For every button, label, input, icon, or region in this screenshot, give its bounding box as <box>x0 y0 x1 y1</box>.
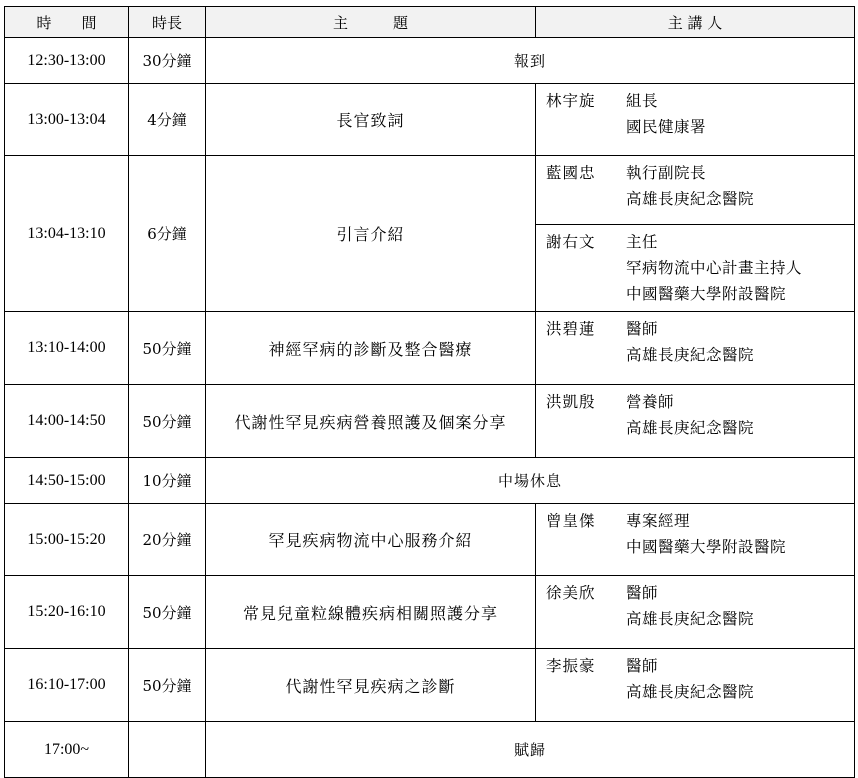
topic-cell: 報到 <box>206 38 855 84</box>
speaker-cell <box>536 312 855 385</box>
speaker-title: 醫師 <box>626 657 659 675</box>
duration-cell: 30分鐘 <box>129 38 206 84</box>
table-row <box>5 84 855 156</box>
table-row <box>5 385 855 458</box>
time-cell: 15:00-15:20 <box>5 504 129 576</box>
table-row <box>5 649 855 722</box>
topic-cell: 常見兒童粒線體疾病相關照護分享 <box>206 576 536 649</box>
speaker-name: 徐美欣 <box>546 584 596 602</box>
topic-cell: 代謝性罕見疾病營養照護及個案分享 <box>206 385 536 458</box>
table-row <box>5 312 855 385</box>
speaker-affiliation: 高雄長庚紀念醫院 <box>626 683 755 701</box>
time-cell: 14:00-14:50 <box>5 385 129 458</box>
speaker-affiliation: 高雄長庚紀念醫院 <box>626 610 755 628</box>
topic-cell: 賦歸 <box>206 722 855 778</box>
time-cell: 14:50-15:00 <box>5 458 129 504</box>
duration-cell: 50分鐘 <box>129 649 206 722</box>
speaker-entry <box>546 160 848 212</box>
speaker-cell <box>536 156 855 225</box>
table-row <box>5 504 855 576</box>
time-cell: 12:30-13:00 <box>5 38 129 84</box>
speaker-affiliation: 中國醫藥大學附設醫院 <box>626 285 787 303</box>
speaker-title: 專案經理 <box>626 512 691 530</box>
speaker-affiliation: 中國醫藥大學附設醫院 <box>626 538 787 556</box>
duration-cell <box>129 722 206 778</box>
duration-cell: 50分鐘 <box>129 576 206 649</box>
header-time: 時 間 <box>5 7 129 38</box>
speaker-entry <box>546 389 848 441</box>
speaker-entry <box>546 229 848 307</box>
speaker-title: 組長 <box>626 92 659 110</box>
speaker-affiliation: 高雄長庚紀念醫院 <box>626 419 755 437</box>
header-duration: 時長 <box>129 7 206 38</box>
time-cell: 13:10-14:00 <box>5 312 129 385</box>
speaker-cell <box>536 576 855 649</box>
duration-cell: 4分鐘 <box>129 84 206 156</box>
speaker-name: 李振豪 <box>546 657 596 675</box>
header-speaker: 主 講 人 <box>536 7 855 38</box>
topic-cell: 中場休息 <box>206 458 855 504</box>
time-cell: 16:10-17:00 <box>5 649 129 722</box>
table-row <box>5 156 855 225</box>
time-cell: 13:04-13:10 <box>5 156 129 312</box>
time-cell: 15:20-16:10 <box>5 576 129 649</box>
speaker-cell <box>536 504 855 576</box>
duration-cell: 50分鐘 <box>129 385 206 458</box>
speaker-cell <box>536 649 855 722</box>
header-row <box>5 7 855 38</box>
speaker-entry <box>546 580 848 632</box>
topic-cell: 引言介紹 <box>206 156 536 312</box>
table-row <box>5 576 855 649</box>
speaker-name: 洪凱殷 <box>546 393 596 411</box>
speaker-affiliation: 國民健康署 <box>626 118 707 136</box>
speaker-entry <box>546 653 848 705</box>
speaker-entry <box>546 508 848 560</box>
speaker-title: 營養師 <box>626 393 675 411</box>
topic-cell: 代謝性罕見疾病之診斷 <box>206 649 536 722</box>
speaker-cell <box>536 385 855 458</box>
speaker-affiliation: 高雄長庚紀念醫院 <box>626 346 755 364</box>
table-row <box>5 38 855 84</box>
speaker-name: 洪碧蓮 <box>546 320 596 338</box>
agenda-table <box>4 6 855 778</box>
speaker-name: 林宇旋 <box>546 92 596 110</box>
time-cell: 13:00-13:04 <box>5 84 129 156</box>
table-row <box>5 458 855 504</box>
speaker-affiliation: 高雄長庚紀念醫院 <box>626 190 755 208</box>
speaker-cell <box>536 225 855 312</box>
duration-cell: 20分鐘 <box>129 504 206 576</box>
topic-cell: 罕見疾病物流中心服務介紹 <box>206 504 536 576</box>
speaker-title: 醫師 <box>626 320 659 338</box>
topic-cell: 神經罕病的診斷及整合醫療 <box>206 312 536 385</box>
speaker-role: 罕病物流中心計畫主持人 <box>626 259 803 277</box>
speaker-entry <box>546 88 848 140</box>
speaker-name: 謝右文 <box>546 233 596 251</box>
duration-cell: 50分鐘 <box>129 312 206 385</box>
speaker-name: 藍國忠 <box>546 164 596 182</box>
topic-cell: 長官致詞 <box>206 84 536 156</box>
speaker-entry <box>546 316 848 368</box>
time-cell: 17:00~ <box>5 722 129 778</box>
table-row <box>5 722 855 778</box>
duration-cell: 6分鐘 <box>129 156 206 312</box>
speaker-cell <box>536 84 855 156</box>
header-topic: 主 題 <box>206 7 536 38</box>
speaker-title: 醫師 <box>626 584 659 602</box>
duration-cell: 10分鐘 <box>129 458 206 504</box>
speaker-title: 主任 <box>626 233 659 251</box>
speaker-title: 執行副院長 <box>626 164 707 182</box>
speaker-name: 曾皇傑 <box>546 512 596 530</box>
